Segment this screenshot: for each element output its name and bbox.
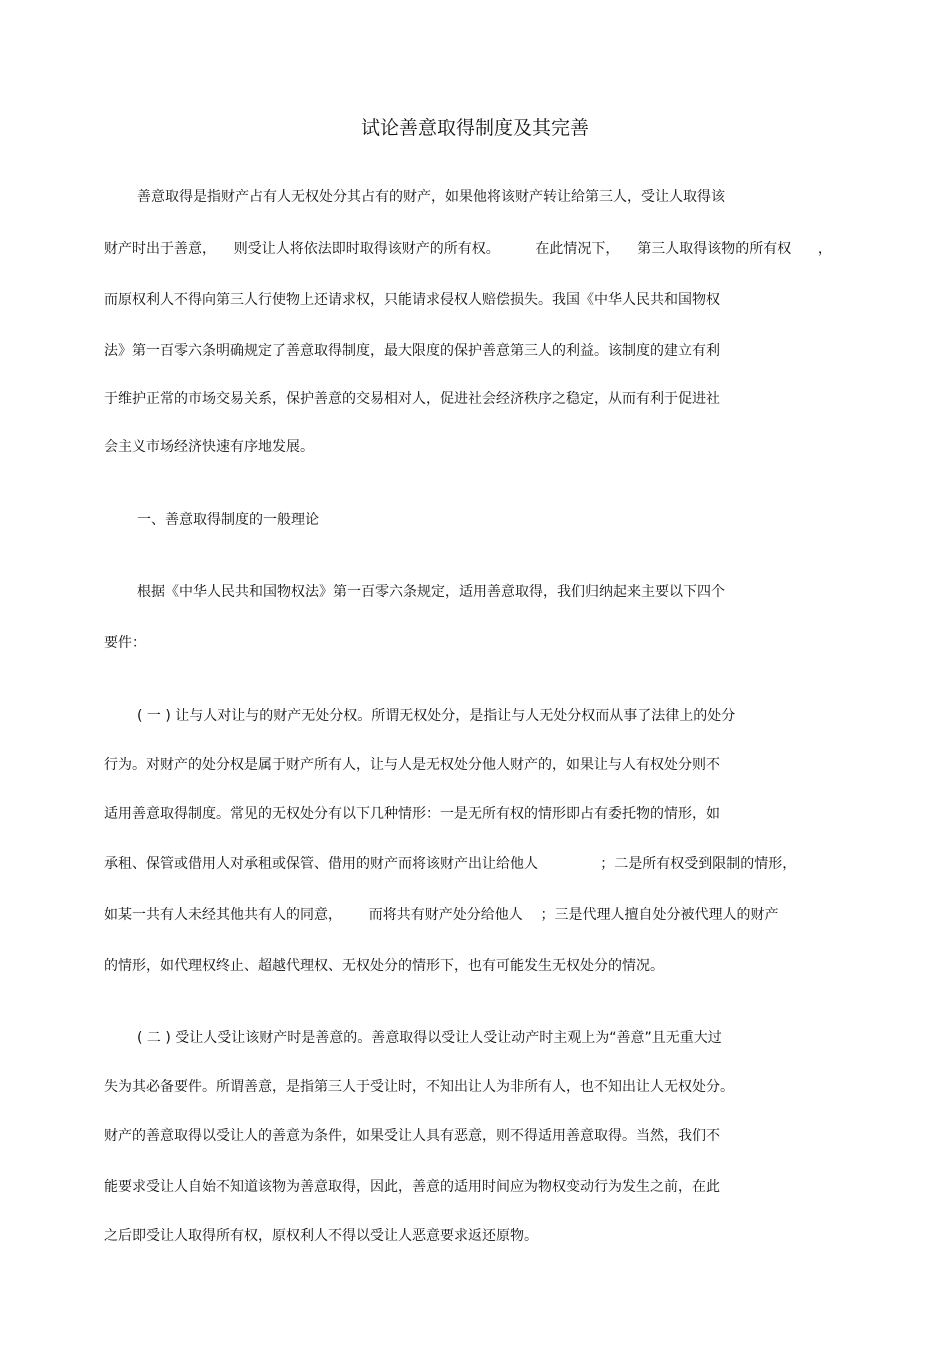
- text-line: 失为其必备要件。所谓善意，是指第三人于受让时，不知出让人为非所有人，也不知出让人无权处分。: [104, 1079, 734, 1095]
- text-line: 法》第一百零六条明确规定了善意取得制度，最大限度的保护善意第三人的利益。该制度的建立有利: [104, 343, 720, 359]
- text-line: 能要求受让人自始不知道该物为善意取得，因此，善意的适用时间应为物权变动行为发生之前，在此: [104, 1179, 720, 1195]
- text-line: 行为。对财产的处分权是属于财产所有人，让与人是无权处分他人财产的，如果让与人有权处分则不: [104, 757, 720, 773]
- text-line: 于维护正常的市场交易关系，保护善意的交易相对人，促进社会经济秩序之稳定，从而有利于促进社: [104, 391, 720, 407]
- text-line: ( 一 ) 让与人对让与的财产无处分权。所谓无权处分，是指让与人无处分权而从事了法律上的处分: [137, 708, 736, 724]
- text-line: 的情形，如代理权终止、超越代理权、无权处分的情形下，也有可能发生无权处分的情况。: [104, 958, 664, 974]
- text-line: 而原权利人不得向第三人行使物上还请求权，只能请求侵权人赔偿损失。我国《中华人民共和国物权: [104, 292, 720, 308]
- text-line: 会主义市场经济快速有序地发展。: [104, 439, 314, 455]
- text-line: 适用善意取得制度。常见的无权处分有以下几种情形：一是无所有权的情形即占有委托物的情形，如: [104, 806, 720, 822]
- text-line: 之后即受让人取得所有权，原权利人不得以受让人恶意要求返还原物。: [104, 1228, 538, 1244]
- text-line: 根据《中华人民共和国物权法》第一百零六条规定，适用善意取得，我们归纳起来主要以下四个: [137, 584, 725, 600]
- text-line: 善意取得是指财产占有人无权处分其占有的财产，如果他将该财产转让给第三人，受让人取得该: [137, 189, 725, 205]
- text-line: 财产的善意取得以受让人的善意为条件，如果受让人具有恶意，则不得适用善意取得。当然，我们不: [104, 1128, 720, 1144]
- text-line: ( 二 ) 受让人受让该财产时是善意的。善意取得以受让人受让动产时主观上为“善意”且无重大过: [137, 1030, 722, 1046]
- text-line: 如某一共有人未经其他共有人的同意， 而将共有财产处分给他人 ；三是代理人擅自处分被代理人的财产: [104, 907, 779, 923]
- text-line: 要件：: [104, 635, 146, 651]
- text-line: 承租、保管或借用人对承租或保管、借用的财产而将该财产出让给他人 ；二是所有权受到限制的情形，: [104, 856, 797, 872]
- section-heading: 一、善意取得制度的一般理论: [137, 512, 319, 528]
- document-title: 试论善意取得制度及其完善: [360, 117, 589, 139]
- text-line: 财产时出于善意， 则受让人将依法即时取得该财产的所有权。 在此情况下， 第三人取得该物的所有权 ，: [104, 241, 832, 257]
